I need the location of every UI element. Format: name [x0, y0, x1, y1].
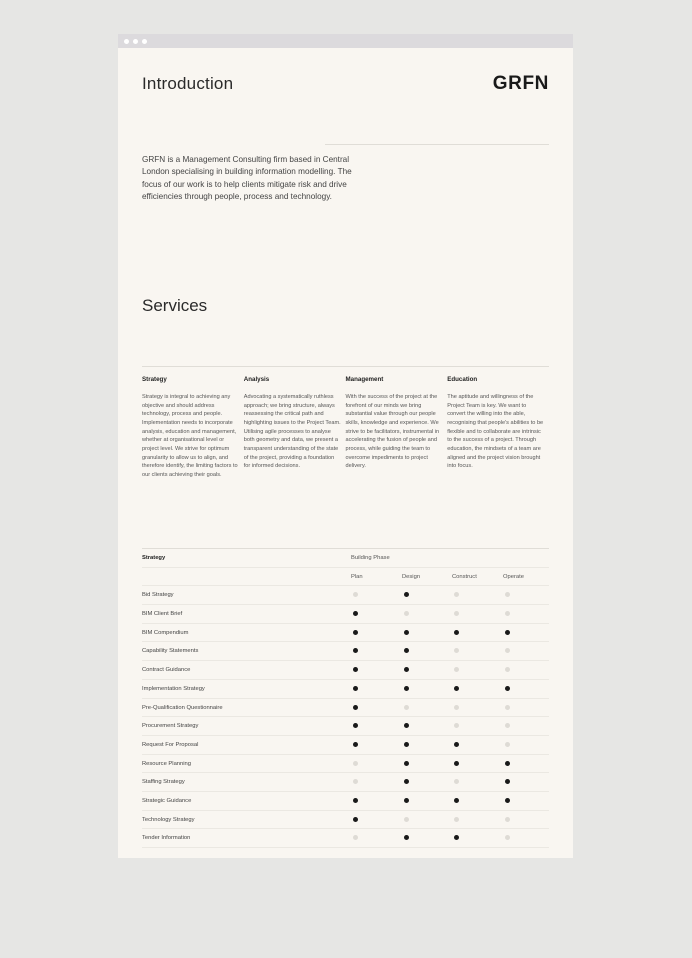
- filled-dot-icon: [454, 761, 459, 766]
- filled-dot-icon: [505, 630, 510, 635]
- matrix-row-label: BIM Compendium: [142, 629, 189, 636]
- matrix-row-label: Staffing Strategy: [142, 779, 185, 786]
- matrix-row: [142, 717, 549, 736]
- filled-dot-icon: [353, 798, 358, 803]
- empty-dot-icon: [353, 835, 358, 840]
- service-column-analysis: [244, 376, 346, 480]
- empty-dot-icon: [505, 723, 510, 728]
- filled-dot-icon: [404, 686, 409, 691]
- matrix-row: [142, 755, 549, 774]
- filled-dot-icon: [353, 742, 358, 747]
- filled-dot-icon: [404, 630, 409, 635]
- matrix-row: [142, 773, 549, 792]
- empty-dot-icon: [454, 667, 459, 672]
- empty-dot-icon: [404, 817, 409, 822]
- matrix-row: [142, 699, 549, 718]
- filled-dot-icon: [404, 667, 409, 672]
- filled-dot-icon: [353, 611, 358, 616]
- filled-dot-icon: [505, 798, 510, 803]
- empty-dot-icon: [505, 611, 510, 616]
- filled-dot-icon: [353, 630, 358, 635]
- matrix-row: [142, 642, 549, 661]
- empty-dot-icon: [353, 761, 358, 766]
- filled-dot-icon: [404, 742, 409, 747]
- service-text: The aptitude and willingness of the Project Team is key. We want to convert the willing into the able, recognising that people's abilities to be flexible and to collaborate are intrinsic to the success of a project. Through education, the mindsets of a team are aligned and the project vision brought into focus.: [447, 394, 544, 470]
- matrix-row: [142, 586, 549, 605]
- matrix-row-label: Capability Statements: [142, 648, 199, 655]
- empty-dot-icon: [505, 835, 510, 840]
- empty-dot-icon: [505, 742, 510, 747]
- service-text: Advocating a systematically ruthless approach; we bring structure, always reassessing the critical path and highlighting issues to the Project Team. Utilising agile processes to analyse both geometry and data, we present a transparent understanding of the state of the project, providing a foundation for informed decisions.: [243, 394, 341, 470]
- matrix-row-label: Strategic Guidance: [142, 797, 192, 804]
- matrix-phase-row: [142, 568, 549, 587]
- matrix-row-label: Implementation Strategy: [142, 685, 205, 692]
- empty-dot-icon: [353, 592, 358, 597]
- empty-dot-icon: [404, 705, 409, 710]
- filled-dot-icon: [404, 779, 409, 784]
- empty-dot-icon: [454, 592, 459, 597]
- service-text: Strategy is integral to achieving any objective and should address technology, process and people. Implementation needs to incorporate analysis, education and management, whether at organisational level or project level. We strive for optimum granularity to allow us to align, and therefore identify, the limiting factors to our clients achieving their goals.: [142, 394, 238, 478]
- matrix-row-label: Bid Strategy: [142, 592, 174, 599]
- matrix-row: [142, 680, 549, 699]
- service-heading: Analysis: [243, 376, 270, 383]
- service-heading: Education: [447, 376, 478, 383]
- empty-dot-icon: [505, 667, 510, 672]
- empty-dot-icon: [353, 779, 358, 784]
- matrix-header: [142, 548, 549, 568]
- filled-dot-icon: [454, 630, 459, 635]
- matrix-header-strategy: Strategy: [142, 555, 166, 561]
- matrix-row: [142, 829, 549, 848]
- window-titlebar: [118, 34, 573, 48]
- filled-dot-icon: [404, 723, 409, 728]
- filled-dot-icon: [353, 686, 358, 691]
- empty-dot-icon: [454, 648, 459, 653]
- browser-window: [118, 34, 573, 858]
- matrix-row-label: Contract Guidance: [142, 667, 191, 674]
- filled-dot-icon: [353, 648, 358, 653]
- filled-dot-icon: [454, 686, 459, 691]
- matrix-row-label: BIM Client Brief: [142, 611, 183, 618]
- services-divider: [142, 366, 549, 367]
- phase-label: Design: [402, 573, 421, 580]
- grfn-logo[interactable]: GRFN: [492, 73, 549, 94]
- window-dot-icon[interactable]: [142, 39, 147, 44]
- empty-dot-icon: [454, 705, 459, 710]
- intro-paragraph: GRFN is a Management Consulting firm based in Central London specialising in building information modelling. The focus of our work is to help clients mitigate risk and drive efficiencies through people, process and technology.: [142, 155, 352, 201]
- services-title: Services: [142, 296, 208, 315]
- empty-dot-icon: [454, 611, 459, 616]
- matrix-row-label: Resource Planning: [142, 760, 191, 767]
- service-column-strategy: [142, 376, 244, 480]
- intro-title: Introduction: [142, 74, 234, 93]
- window-dot-icon[interactable]: [124, 39, 129, 44]
- matrix-row-label: Procurement Strategy: [142, 723, 199, 730]
- filled-dot-icon: [353, 723, 358, 728]
- matrix-row-label: Request For Proposal: [142, 741, 199, 748]
- service-text: With the success of the project at the forefront of our minds we bring substantial value through our people skills, knowledge and experience. We strive to be facilitators, instrumental in accelerating the fusion of people and process, while guiding the team to overcome impediments to project delivery.: [345, 394, 440, 470]
- filled-dot-icon: [404, 592, 409, 597]
- filled-dot-icon: [404, 835, 409, 840]
- filled-dot-icon: [404, 798, 409, 803]
- empty-dot-icon: [505, 648, 510, 653]
- matrix-rows: [142, 586, 549, 848]
- phase-label: Operate: [503, 573, 524, 580]
- matrix-row: [142, 605, 549, 624]
- empty-dot-icon: [454, 723, 459, 728]
- service-column-education: [447, 376, 549, 480]
- strategy-phase-matrix: [142, 548, 549, 848]
- filled-dot-icon: [505, 686, 510, 691]
- intro-divider: [325, 144, 549, 145]
- filled-dot-icon: [505, 779, 510, 784]
- filled-dot-icon: [404, 648, 409, 653]
- services-columns: [142, 376, 549, 480]
- filled-dot-icon: [454, 742, 459, 747]
- filled-dot-icon: [353, 667, 358, 672]
- filled-dot-icon: [353, 817, 358, 822]
- matrix-row: [142, 624, 549, 643]
- filled-dot-icon: [505, 761, 510, 766]
- empty-dot-icon: [454, 817, 459, 822]
- empty-dot-icon: [505, 592, 510, 597]
- matrix-header-phase: Building Phase: [351, 555, 390, 561]
- matrix-row-label: Pre-Qualification Questionnaire: [142, 704, 223, 711]
- filled-dot-icon: [353, 705, 358, 710]
- filled-dot-icon: [454, 798, 459, 803]
- empty-dot-icon: [404, 611, 409, 616]
- matrix-row-label: Technology Strategy: [142, 816, 195, 823]
- filled-dot-icon: [404, 761, 409, 766]
- service-column-management: [346, 376, 448, 480]
- empty-dot-icon: [505, 817, 510, 822]
- empty-dot-icon: [454, 779, 459, 784]
- phase-label: Construct: [452, 573, 477, 580]
- matrix-row: [142, 792, 549, 811]
- phase-label: Plan: [351, 573, 363, 580]
- service-heading: Strategy: [142, 376, 167, 383]
- matrix-row: [142, 661, 549, 680]
- window-dot-icon[interactable]: [133, 39, 138, 44]
- matrix-row-label: Tender Information: [142, 835, 191, 842]
- empty-dot-icon: [505, 705, 510, 710]
- matrix-row: [142, 736, 549, 755]
- matrix-row: [142, 811, 549, 830]
- filled-dot-icon: [454, 835, 459, 840]
- service-heading: Management: [345, 376, 384, 383]
